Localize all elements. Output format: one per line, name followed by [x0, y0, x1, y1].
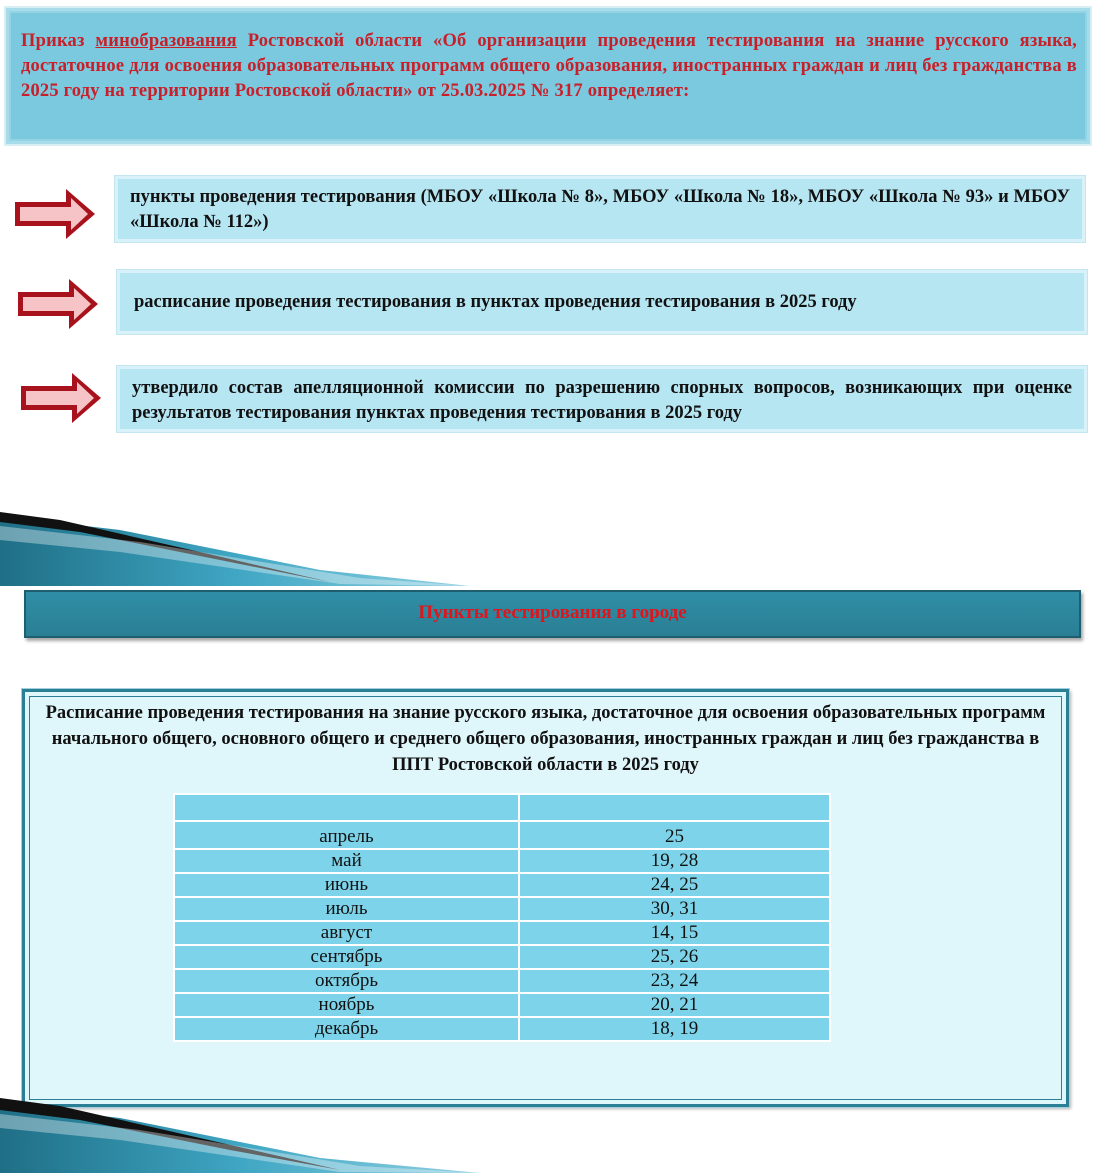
dates-cell: 18, 19	[519, 1017, 830, 1041]
decorative-swoosh	[0, 1098, 480, 1173]
table-row	[174, 969, 830, 993]
month-cell: декабрь	[174, 1017, 519, 1041]
month-cell: сентябрь	[174, 945, 519, 969]
dates-cell: 25, 26	[519, 945, 830, 969]
item-testing-points	[115, 176, 1085, 242]
month-cell: апрель	[174, 821, 519, 849]
month-cell: июнь	[174, 873, 519, 897]
item-testing-points-text: пункты проведения тестирования (МБОУ «Школа № 8», МБОУ «Школа № 18», МБОУ «Школа № 93» и МБОУ «Школа № 112»)	[130, 187, 1070, 232]
right-arrow-icon	[15, 276, 101, 332]
testing-points-bar[interactable]	[24, 590, 1081, 638]
table-row	[174, 945, 830, 969]
table-row	[174, 921, 830, 945]
header-rest: Ростовской области «Об организации проведения тестирования на знание русского языка, достаточное для освоения образовательных программ общего образования, иностранных граждан и лиц без гражданства в 2025 году на территории Ростовской области» от 25.03.2025 № 317 определяет:	[21, 31, 1077, 101]
schedule-table	[173, 793, 831, 1042]
table-row	[174, 897, 830, 921]
item-appeal-commission-text: утвердило состав апелляционной комиссии по разрешению спорных вопросов, возникающих при оценке результатов тестирования пунктах проведения тестирования в 2025 году	[132, 378, 1072, 423]
schedule-panel	[22, 689, 1069, 1107]
decorative-swoosh	[0, 512, 470, 588]
item-appeal-commission	[117, 366, 1087, 432]
month-cell: ноябрь	[174, 993, 519, 1017]
schedule-title: Расписание проведения тестирования на знание русского языка, достаточное для освоения образовательных программ начального общего, основного общего и среднего общего образования, иностранных граждан и лиц без гражданства в ППТ Ростовской области в 2025 году	[45, 703, 1046, 775]
testing-points-bar-label: Пункты тестирования в городе	[418, 602, 687, 623]
month-cell: июль	[174, 897, 519, 921]
table-row	[174, 1017, 830, 1041]
dates-cell: 14, 15	[519, 921, 830, 945]
month-cell: май	[174, 849, 519, 873]
table-row	[174, 873, 830, 897]
dates-cell: 30, 31	[519, 897, 830, 921]
month-cell: октябрь	[174, 969, 519, 993]
header-underlined-link[interactable]: минобразования	[95, 31, 237, 51]
dates-cell: 24, 25	[519, 873, 830, 897]
dates-cell: 19, 28	[519, 849, 830, 873]
header-cell-month	[174, 794, 519, 821]
dates-cell: 20, 21	[519, 993, 830, 1017]
order-header	[6, 8, 1090, 144]
month-cell: август	[174, 921, 519, 945]
order-header-text	[21, 29, 1077, 104]
table-row	[174, 993, 830, 1017]
header-prefix: Приказ	[21, 31, 85, 51]
table-header-row	[174, 794, 830, 821]
dates-cell: 25	[519, 821, 830, 849]
right-arrow-icon	[12, 186, 98, 242]
right-arrow-icon	[18, 370, 104, 426]
item-schedule	[117, 270, 1087, 334]
item-schedule-text: расписание проведения тестирования в пунктах проведения тестирования в 2025 году	[134, 292, 857, 312]
table-row	[174, 821, 830, 849]
dates-cell: 23, 24	[519, 969, 830, 993]
table-row	[174, 849, 830, 873]
header-cell-dates	[519, 794, 830, 821]
